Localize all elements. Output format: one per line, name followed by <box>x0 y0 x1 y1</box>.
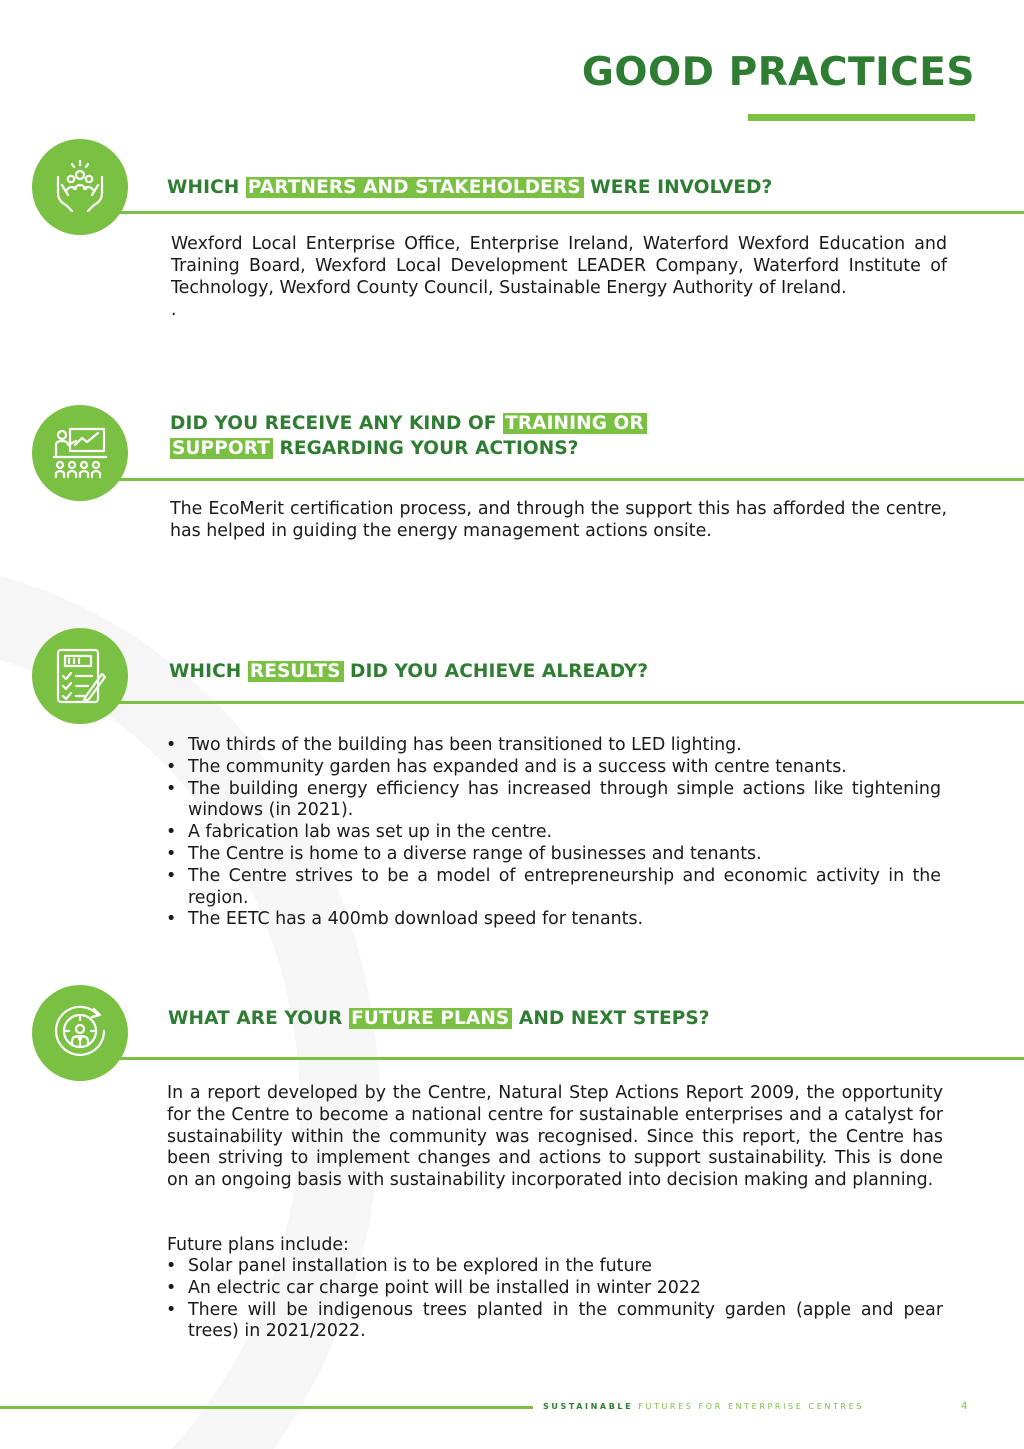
training-icon-badge <box>32 405 128 501</box>
section-trailing-dot: . <box>171 300 177 320</box>
list-item: • There will be indigenous trees planted in the community garden (apple and pear trees) in 2021/2022. <box>166 1300 943 1344</box>
list-item: • The building energy efficiency has increased through simple actions like tightening windows (in 2021). <box>166 779 941 823</box>
future-clock-person-icon <box>48 1001 112 1065</box>
heading-highlight: PARTNERS AND STAKEHOLDERS <box>246 177 584 198</box>
list-item: • The EETC has a 400mb download speed for tenants. <box>166 909 941 931</box>
section-paragraph: The EcoMerit certification process, and through the support this has afforded the centre, has helped in guiding the energy management actions onsite. <box>170 499 947 541</box>
section-divider <box>118 478 1024 481</box>
future-plans-list <box>166 1256 943 1343</box>
page-title: GOOD PRACTICES <box>581 50 975 95</box>
section-heading <box>167 175 772 200</box>
section-heading <box>169 659 648 684</box>
heading-highlight: TRAINING OR <box>503 413 647 434</box>
list-item: • Two thirds of the building has been transitioned to LED lighting. <box>166 735 941 757</box>
training-presentation-icon <box>48 421 112 485</box>
title-underline <box>748 114 975 121</box>
heading-text-pre: WHICH <box>167 177 240 198</box>
list-item: • The Centre strives to be a model of entrepreneurship and economic activity in the region. <box>166 866 941 910</box>
section-heading <box>170 411 690 461</box>
section-paragraph: Wexford Local Enterprise Office, Enterprise Ireland, Waterford Wexford Education and Training Board, Wexford Local Development LEADER Company, Waterford Institute of Technology, Wexford County Council, Sustainable Energy Authority of Ireland. <box>171 234 947 298</box>
footer-divider <box>0 1406 533 1409</box>
footer-brand-bold: SUSTAINABLE <box>543 1402 634 1411</box>
list-item: • Solar panel installation is to be explored in the future <box>166 1256 943 1278</box>
results-list <box>166 735 941 931</box>
future-plans-intro: Future plans include: <box>167 1235 349 1255</box>
list-item: • An electric car charge point will be installed in winter 2022 <box>166 1278 943 1300</box>
section-heading <box>168 1006 710 1031</box>
heading-highlight: FUTURE PLANS <box>349 1008 512 1029</box>
heading-highlight: SUPPORT <box>170 438 273 459</box>
heading-text-post: DID YOU ACHIEVE ALREADY? <box>350 661 649 682</box>
results-checklist-icon <box>48 644 112 708</box>
section-divider <box>118 211 1024 214</box>
list-item: • The community garden has expanded and is a success with centre tenants. <box>166 757 941 779</box>
list-item: • A fabrication lab was set up in the centre. <box>166 822 941 844</box>
partners-icon-badge <box>32 139 128 235</box>
footer-brand-rest: FUTURES FOR ENTERPRISE CENTRES <box>638 1402 864 1411</box>
heading-text-post: AND NEXT STEPS? <box>518 1008 710 1029</box>
results-icon-badge <box>32 628 128 724</box>
future-icon-badge <box>32 985 128 1081</box>
section-paragraph: In a report developed by the Centre, Natural Step Actions Report 2009, the opportunity for the Centre to become a national centre for sustainable enterprises and a catalyst for sustainability within the community was recognised. Since this report, the Centre has been striving to implement changes and actions to support sustainability. This is done on an ongoing basis with sustainability incorporated into decision making and planning. <box>167 1083 943 1191</box>
heading-text-pre: DID YOU RECEIVE ANY KIND OF <box>170 413 497 434</box>
heading-text-pre: WHAT ARE YOUR <box>168 1008 343 1029</box>
section-divider <box>118 701 1024 704</box>
heading-text-post: WERE INVOLVED? <box>590 177 773 198</box>
heading-text-pre: WHICH <box>169 661 242 682</box>
section-divider <box>118 1057 1024 1060</box>
heading-text-post: REGARDING YOUR ACTIONS? <box>279 438 579 459</box>
list-item: • The Centre is home to a diverse range of businesses and tenants. <box>166 844 941 866</box>
heading-highlight: RESULTS <box>248 661 344 682</box>
partners-hands-icon <box>48 155 112 219</box>
footer-brand <box>543 1402 864 1411</box>
page-number: 4 <box>961 1401 968 1412</box>
